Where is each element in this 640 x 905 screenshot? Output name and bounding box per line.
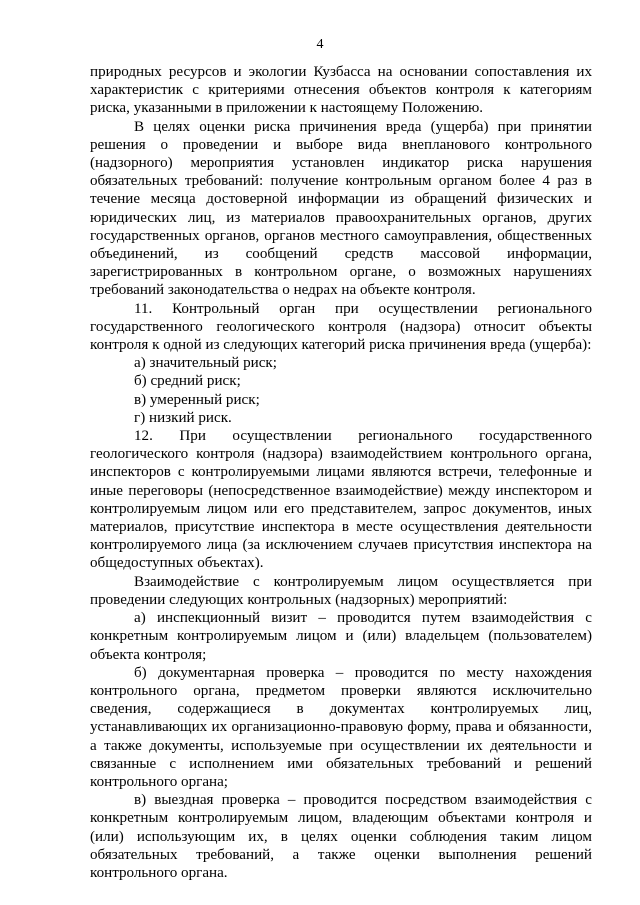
paragraph-risk-indicator: В целях оценки риска причинения вреда (ущерба) при принятии решения о проведении и выборе вида внепланового контрольного (надзорного) мероприятия установлен индикатор риска нарушения обязательных требований: получение контрольным органом более 4 раз в течение месяца достоверной информации из обращений физических и юридических лиц, из материалов правоохранительных органов, других государственных органов, органов местного самоуправления, общественных объединений, из сообщений средств массовой информации, зарегистрированных в контрольном органе, о возможных нарушениях требований законодательства о недрах на объекте контроля. [90, 118, 592, 299]
paragraph-interaction: Взаимодействие с контролируемым лицом осуществляется при проведении следующих контрольных (надзорных) мероприятий: [90, 573, 592, 608]
document-body [90, 63, 592, 882]
paragraph-continuation: природных ресурсов и экологии Кузбасса на основании сопоставления их характеристик с критериями отнесения объектов контроля к категориям риска, указанными в приложении к настоящему Положению. [90, 64, 592, 117]
paragraph-inspection-visit: а) инспекционный визит – проводится путем взаимодействия с конкретным контролируемым лицом и (или) владельцем (пользователем) объекта контроля; [90, 610, 592, 663]
paragraph-field-check: в) выездная проверка – проводится посредством взаимодействия с конкретным контролируемым лицом, владеющим объектами контроля и (или) использующим их, в целях оценки соблюдения таким лицом обязательных требований, а также оценки выполнения решений контрольного органа. [90, 792, 592, 881]
paragraph-11: 11. Контрольный орган при осуществлении регионального государственного геологического контроля (надзора) относит объекты контроля к одной из следующих категорий риска причинения вреда (ущерба): [90, 300, 592, 354]
list-item: а) значительный риск; [134, 355, 277, 372]
paragraph-documentary-check: б) документарная проверка – проводится по месту нахождения контрольного органа, предметом проверки являются исключительно сведения, содержащиеся в документах контролируемых лиц, устанавливающих их организационно-правовую форму, права и обязанности, а также документы, используемые при осуществлении их деятельности и связанные с исполнением ими обязательных требований и решений контрольного органа; [90, 664, 592, 790]
list-item: б) средний риск; [134, 373, 241, 390]
list-item: г) низкий риск. [134, 409, 232, 426]
risk-category-list [90, 354, 592, 427]
list-item: в) умеренный риск; [134, 391, 260, 408]
page-number: 4 [316, 37, 324, 52]
paragraph-12: 12. При осуществлении регионального государственного геологического контроля (надзора) взаимодействием контрольного органа, инспекторов с контролируемыми лицами являются встречи, телефонные и иные переговоры (непосредственное взаимодействие) между инспектором и контролируемым лицом или его представителем, запрос документов, иных материалов, присутствие инспектора в месте осуществления деятельности контролируемого лица (за исключением случаев присутствия инспектора на общедоступных объектах). [90, 428, 592, 572]
